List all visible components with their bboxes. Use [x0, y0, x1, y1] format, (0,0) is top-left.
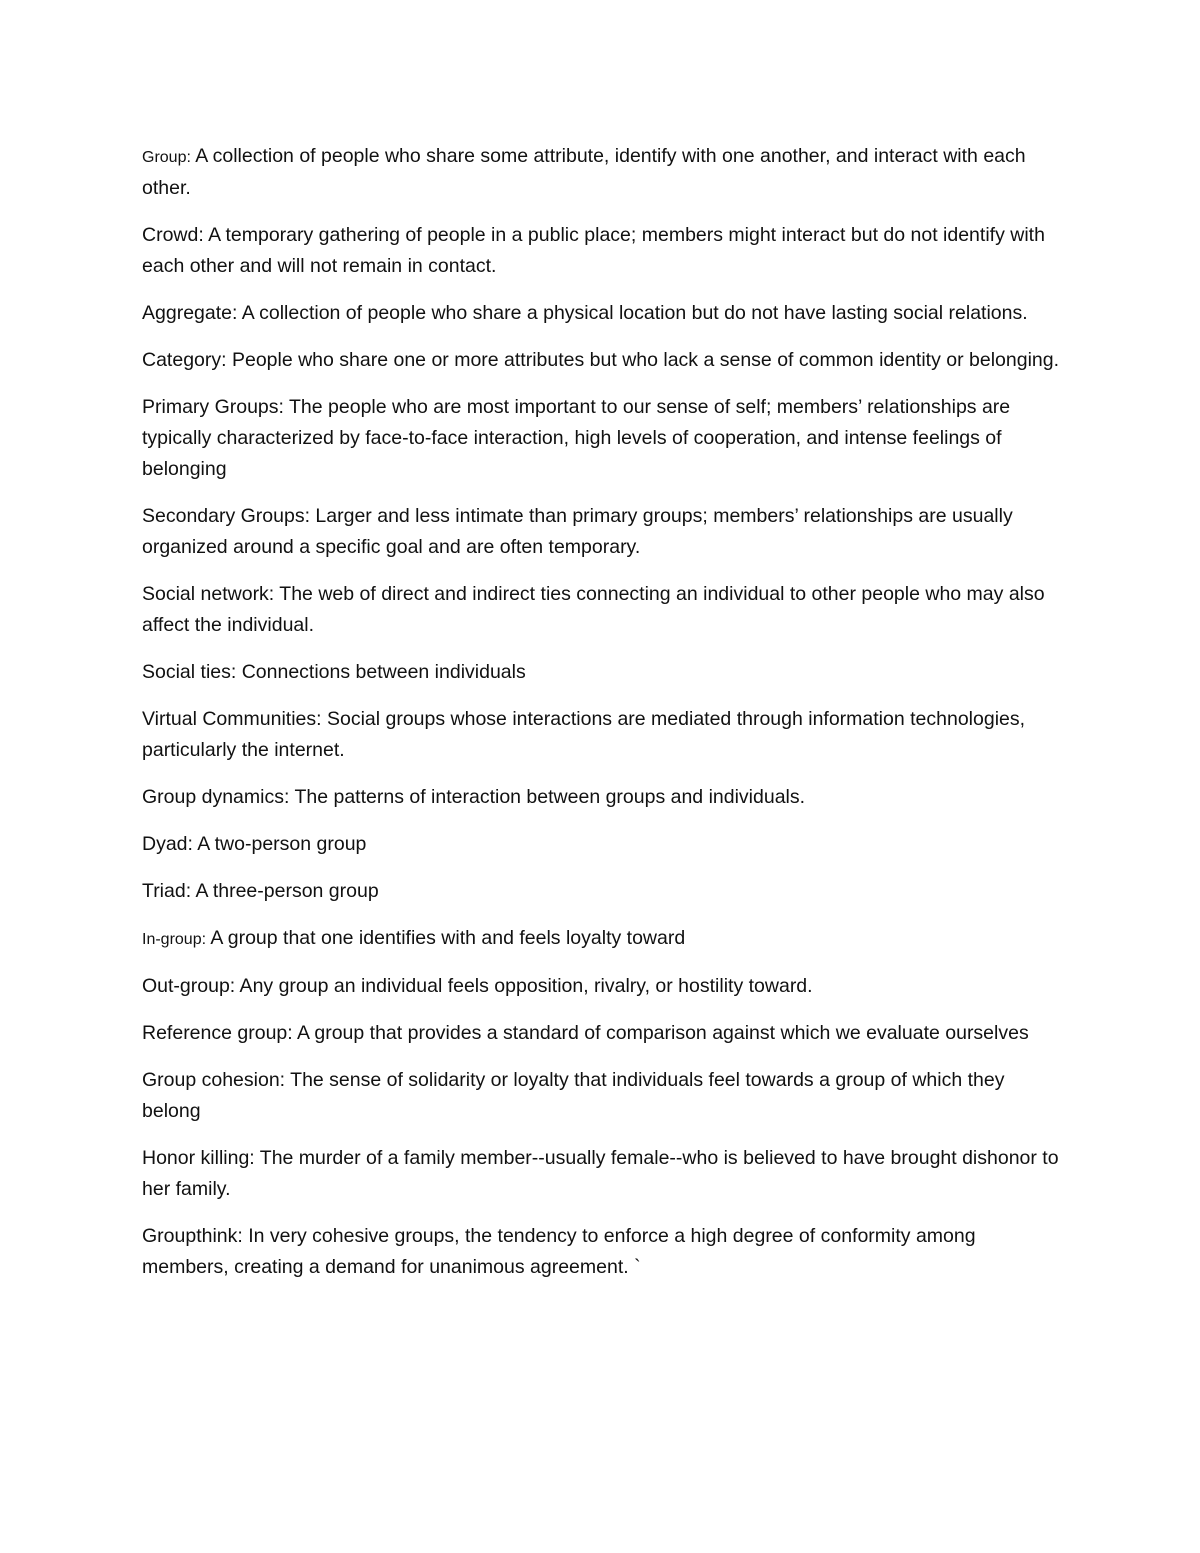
glossary-entry-triad [142, 876, 1067, 907]
glossary-entry-reference-group [142, 1018, 1067, 1049]
glossary-term: Virtual Communities: [142, 708, 322, 730]
glossary-entry-category [142, 345, 1067, 376]
glossary-term: Social ties: [142, 661, 237, 683]
glossary-definition: A three-person group [191, 880, 379, 902]
glossary-entry-aggregate [142, 298, 1067, 329]
glossary-term: Out-group: [142, 975, 236, 997]
glossary-entry-group-cohesion [142, 1065, 1067, 1127]
glossary-term: Honor killing: [142, 1147, 255, 1169]
glossary-term: Dyad: [142, 833, 193, 855]
glossary-term: Groupthink: [142, 1225, 243, 1247]
glossary-entry-crowd [142, 220, 1067, 282]
glossary-entry-group [142, 141, 1067, 204]
glossary-definition: A collection of people who share some attribute, identify with one another, and interact with each other. [142, 145, 1026, 199]
glossary-entry-groupthink [142, 1221, 1067, 1283]
glossary-term: Primary Groups: [142, 396, 284, 418]
glossary-definition: A temporary gathering of people in a public place; members might interact but do not identify with each other and will not remain in contact. [142, 224, 1045, 277]
glossary-list [142, 141, 1067, 1299]
glossary-entry-social-network [142, 579, 1067, 641]
glossary-definition: A two-person group [192, 833, 367, 855]
glossary-definition: In very cohesive groups, the tendency to enforce a high degree of conformity among members, creating a demand for unanimous agreement. ` [142, 1225, 976, 1278]
glossary-entry-social-ties [142, 657, 1067, 688]
glossary-definition: A group that one identifies with and feels loyalty toward [206, 927, 686, 949]
glossary-definition: A collection of people who share a physical location but do not have lasting social relations. [237, 302, 1028, 324]
glossary-entry-virtual-communities [142, 704, 1067, 766]
glossary-definition: Social groups whose interactions are mediated through information technologies, particularly the internet. [142, 708, 1026, 761]
glossary-definition: The patterns of interaction between groups and individuals. [289, 786, 806, 808]
glossary-term: In-group: [142, 931, 207, 948]
glossary-entry-dyad [142, 829, 1067, 860]
glossary-definition: The web of direct and indirect ties connecting an individual to other people who may also affect the individual. [142, 583, 1045, 636]
glossary-term: Group: [142, 149, 191, 166]
glossary-entry-honor-killing [142, 1143, 1067, 1205]
glossary-definition: The people who are most important to our sense of self; members’ relationships are typically characterized by face-to-face interaction, high levels of cooperation, and intense feelings of belonging [142, 396, 1011, 480]
glossary-definition: A group that provides a standard of comparison against which we evaluate ourselves [292, 1022, 1029, 1044]
glossary-term: Social network: [142, 583, 275, 605]
glossary-entry-primary-groups [142, 392, 1067, 485]
glossary-term: Group cohesion: [142, 1069, 286, 1091]
glossary-entry-group-dynamics [142, 782, 1067, 813]
glossary-term: Secondary Groups: [142, 505, 311, 527]
glossary-entry-out-group [142, 971, 1067, 1002]
glossary-term: Reference group: [142, 1022, 293, 1044]
glossary-entry-secondary-groups [142, 501, 1067, 563]
glossary-term: Group dynamics: [142, 786, 290, 808]
glossary-term: Triad: [142, 880, 192, 902]
glossary-term: Aggregate: [142, 302, 238, 324]
glossary-term: Crowd: [142, 224, 204, 246]
glossary-definition: The sense of solidarity or loyalty that individuals feel towards a group of which they belong [142, 1069, 1005, 1122]
glossary-definition: Any group an individual feels opposition, rivalry, or hostility toward. [235, 975, 813, 997]
glossary-definition: Connections between individuals [236, 661, 526, 683]
glossary-definition: People who share one or more attributes but who lack a sense of common identity or belonging. [226, 349, 1060, 371]
glossary-definition: The murder of a family member--usually female--who is believed to have brought dishonor to her family. [142, 1147, 1059, 1200]
glossary-term: Category: [142, 349, 227, 371]
glossary-entry-in-group [142, 923, 1067, 955]
glossary-definition: Larger and less intimate than primary groups; members’ relationships are usually organized around a specific goal and are often temporary. [142, 505, 1013, 558]
